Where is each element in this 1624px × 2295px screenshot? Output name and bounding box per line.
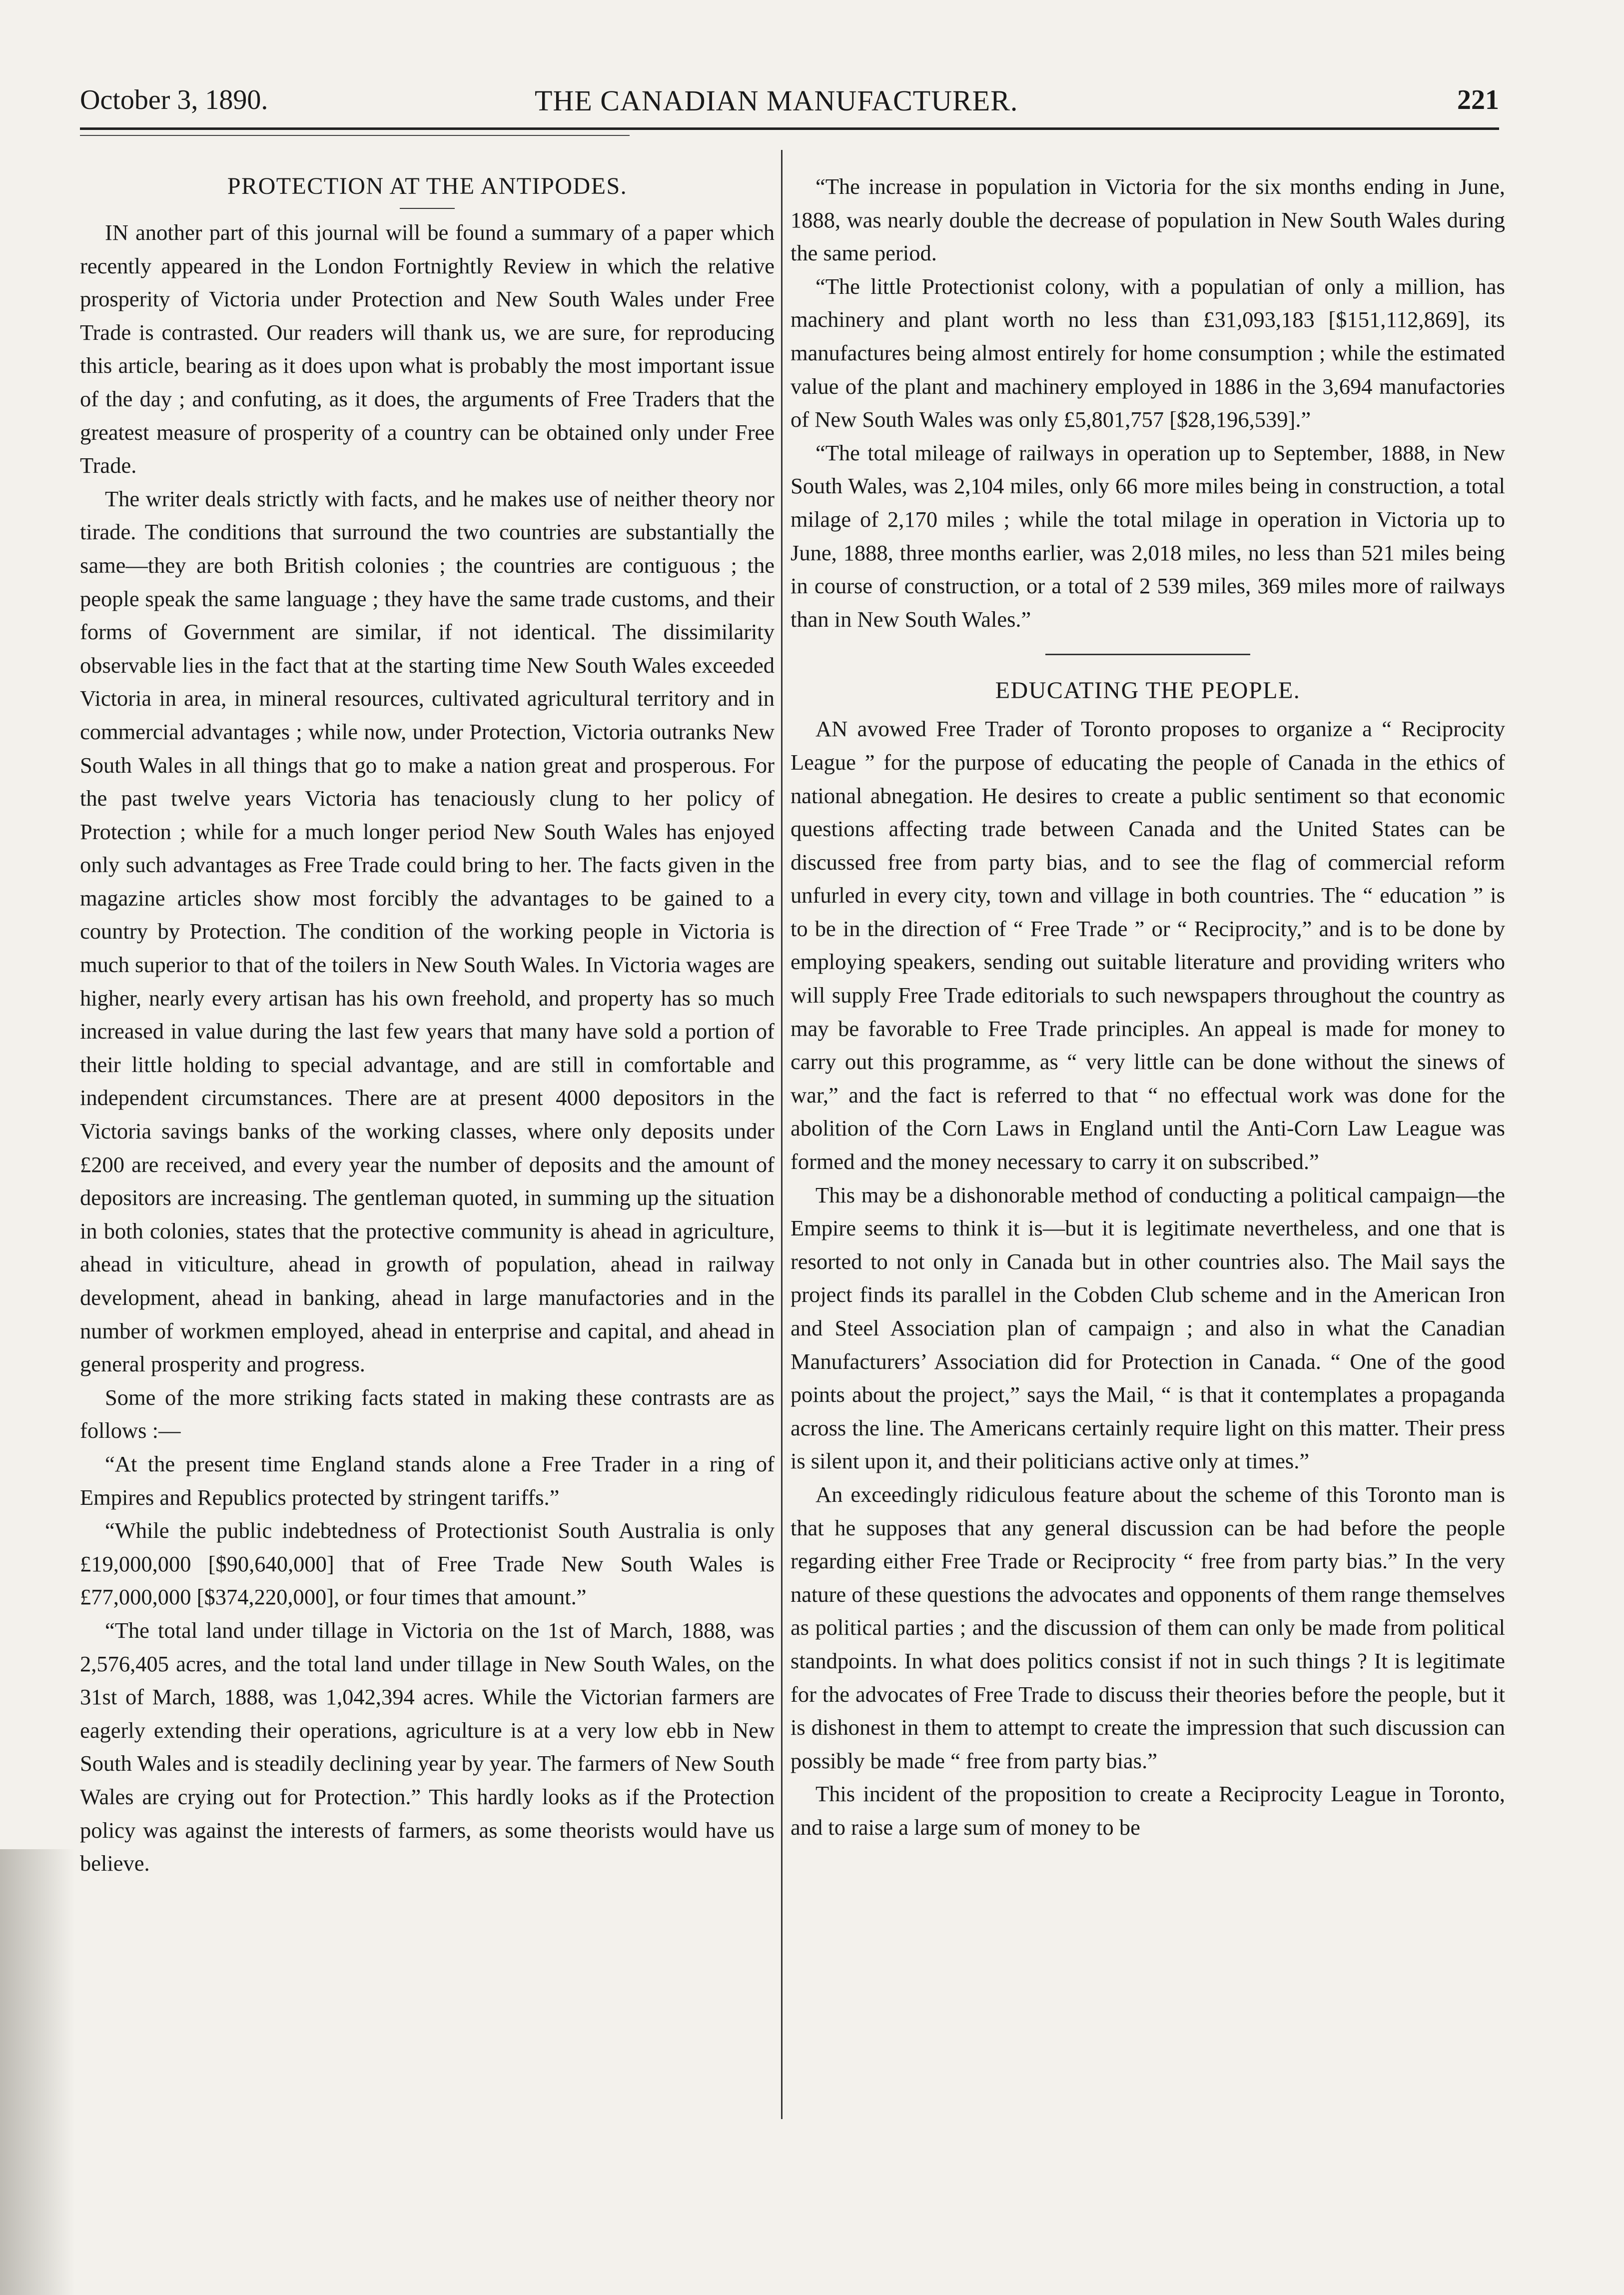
quote-paragraph: “While the public indebtedness of Protectionist South Australia is only £19,000,000 [$90,640,000] that of Free Trade New South Wales is £77,000,000 [$374,220,000], or four times that amount.”	[80, 1518, 775, 1610]
paragraph: The writer deals strictly with facts, and he makes use of neither theory nor tirade. The conditions that surround the two countries are substantially the same—they are both British colonies ; the countries are contiguous ; the people speak the same language ; they have the same trade customs, and their forms of Government are similar, if not identical. The dissimilarity observable lies in the fact that at the starting time New South Wales exceeded Victoria in area, in mineral resources, cultivated agricultural territory and in commercial advantages ; while now, under Protection, Victoria outranks New South Wales in all things that go to make a nation great and prosperous. For the past twelve years Victoria has tenaciously clung to her policy of Protection ; while for a much longer period New South Wales has enjoyed only such advantages as Free Trade could bring to her. The facts given in the magazine articles show most forcibly the advantages to be gained to a country by Protection. The condition of the working people in Victoria is much superior to that of the toilers in New South Wales. In Victoria wages are higher, nearly every artisan has his own freehold, and property has so much increased in value during the last few years that many have sold a portion of their little holding to special advantage, and are still in comfortable and independent circumstances. There are at present 4000 depositors in the Victoria savings banks of the working classes, where only deposits under £200 are received, and every year the number of deposits and the amount of depositors are increasing. The gentleman quoted, in summing up the situation in both colonies, states that the protective community is ahead in agriculture, ahead in viticulture, ahead in growth of population, ahead in railway development, ahead in banking, ahead in large manufactories and in the number of workmen employed, ahead in enterprise and capital, and ahead in general prosperity and progress.	[80, 486, 775, 1377]
publication-title: THE CANADIAN MANUFACTURER.	[535, 84, 1018, 117]
header-rule-thin	[80, 135, 630, 136]
quote-paragraph: “The total land under tillage in Victoria on the 1st of March, 1888, was 2,576,405 acres, and the total land under tillage in New South Wales, on the 31st of March, 1888, was 1,042,394 acres. While the Victorian farmers are eagerly extending their operations, agriculture is at a very low ebb in New South Wales and is steadily declining year by year. The farmers of New South Wales are crying out for Protection.” This hardly looks as if the Protection policy was against the interests of farmers, as some theorists would have us believe.	[80, 1617, 775, 1876]
paragraph: AN avowed Free Trader of Toronto proposes to organize a “ Reciprocity League ” for the purpose of educating the people of Canada in the ethics of national abnegation. He desires to create a public sentiment so that economic questions affecting trade between Canada and the United States can be discussed free from party bias, and to see the flag of commercial reform unfurled in every city, town and village in both countries. The “ education ” is to be in the direction of “ Free Trade ” or “ Reciprocity,” and is to be done by employing speakers, sending out suitable literature and providing writers who will supply Free Trade editorials to such newspapers throughout the country as may be favorable to Free Trade principles. An appeal is made for money to carry out this programme, as “ very little can be done without the sinews of war,” and the fact is referred to that “ no effectual work was done for the abolition of the Corn Laws in England until the Anti-Corn Law League was formed and the money necessary to carry it on subscribed.”	[791, 716, 1505, 1174]
quote-paragraph: “The increase in population in Victoria for the six months ending in June, 1888, was nearly double the decrease of population in New South Wales during the same period.	[791, 174, 1505, 266]
article-title-educating: EDUCATING THE PEOPLE.	[995, 677, 1301, 704]
quote-paragraph: “The total mileage of railways in operation up to September, 1888, in New South Wales, was 2,104 miles, only 66 more miles being in construction, a total milage of 2,170 miles ; while the total milage in operation in Victoria up to June, 1888, three months earlier, was 2,018 miles, no less than 521 miles being in course of construction, or a total of 2 539 miles, 369 miles more of railways than in New South Wales.”	[791, 440, 1505, 632]
quote-paragraph: “At the present time England stands alone a Free Trader in a ring of Empires and Republics protected by stringent tariffs.”	[80, 1451, 775, 1510]
article-title-antipodes: PROTECTION AT THE ANTIPODES.	[227, 173, 628, 199]
page-number: 221	[1457, 84, 1499, 115]
issue-date: October 3, 1890.	[80, 84, 268, 115]
paragraph: An exceedingly ridiculous feature about the scheme of this Toronto man is that he supposes that any general discussion can be had before the people regarding either Free Trade or Reciprocity “ free from party bias.” In the very nature of these questions the advocates and opponents of them range themselves as political parties ; and the discussion of them can only be made from political standpoints. In what does politics consist if not in such things ? It is legitimate for the advocates of Free Trade to discuss their theories before the people, but it is dishonest in them to attempt to create the impression that such discussion can possibly be made “ free from party bias.”	[791, 1481, 1505, 1773]
right-column	[791, 170, 1505, 1844]
title-rule	[400, 208, 455, 209]
paragraph: This may be a dishonorable method of conducting a political campaign—the Empire seems to think it is—but it is legitimate nevertheless, and one that is resorted to not only in Canada but in other countries also. The Mail says the project finds its parallel in the Cobden Club scheme and in the American Iron and Steel Association plan of campaign ; and also in what the Canadian Manufacturers’ Association did for Protection in Canada. “ One of the good points about the project,” says the Mail, “ is that it contemplates a propaganda across the line. The Americans certainly require light on this matter. Their press is silent upon it, and their politicians active only at times.”	[791, 1182, 1505, 1474]
paragraph: Some of the more striking facts stated in making these contrasts are as follows :—	[80, 1384, 775, 1443]
paragraph: IN another part of this journal will be found a summary of a paper which recently appeared in the London Fortnightly Review in which the relative prosperity of Victoria under Protection and New South Wales under Free Trade is contrasted. Our readers will thank us, we are sure, for reproducing this article, bearing as it does upon what is probably the most important issue of the day ; and confuting, as it does, the arguments of Free Traders that the greatest measure of prosperity of a country can be obtained only under Free Trade.	[80, 220, 775, 478]
page-header	[80, 84, 1499, 124]
column-divider	[781, 150, 783, 2119]
section-separator	[1045, 654, 1250, 655]
header-rule	[80, 127, 1499, 130]
quote-paragraph: “The little Protectionist colony, with a populatian of only a million, has machinery and plant worth no less than £31,093,183 [$151,112,869], its manufactures being almost entirely for home consumption ; while the estimated value of the plant and machinery employed in 1886 in the 3,694 manufactories of New South Wales was only £5,801,757 [$28,196,539].”	[791, 273, 1505, 432]
left-column	[80, 170, 775, 1880]
page-edge-shadow	[0, 1849, 75, 2295]
paragraph: This incident of the proposition to create a Reciprocity League in Toronto, and to raise a large sum of money to be	[791, 1781, 1505, 1840]
